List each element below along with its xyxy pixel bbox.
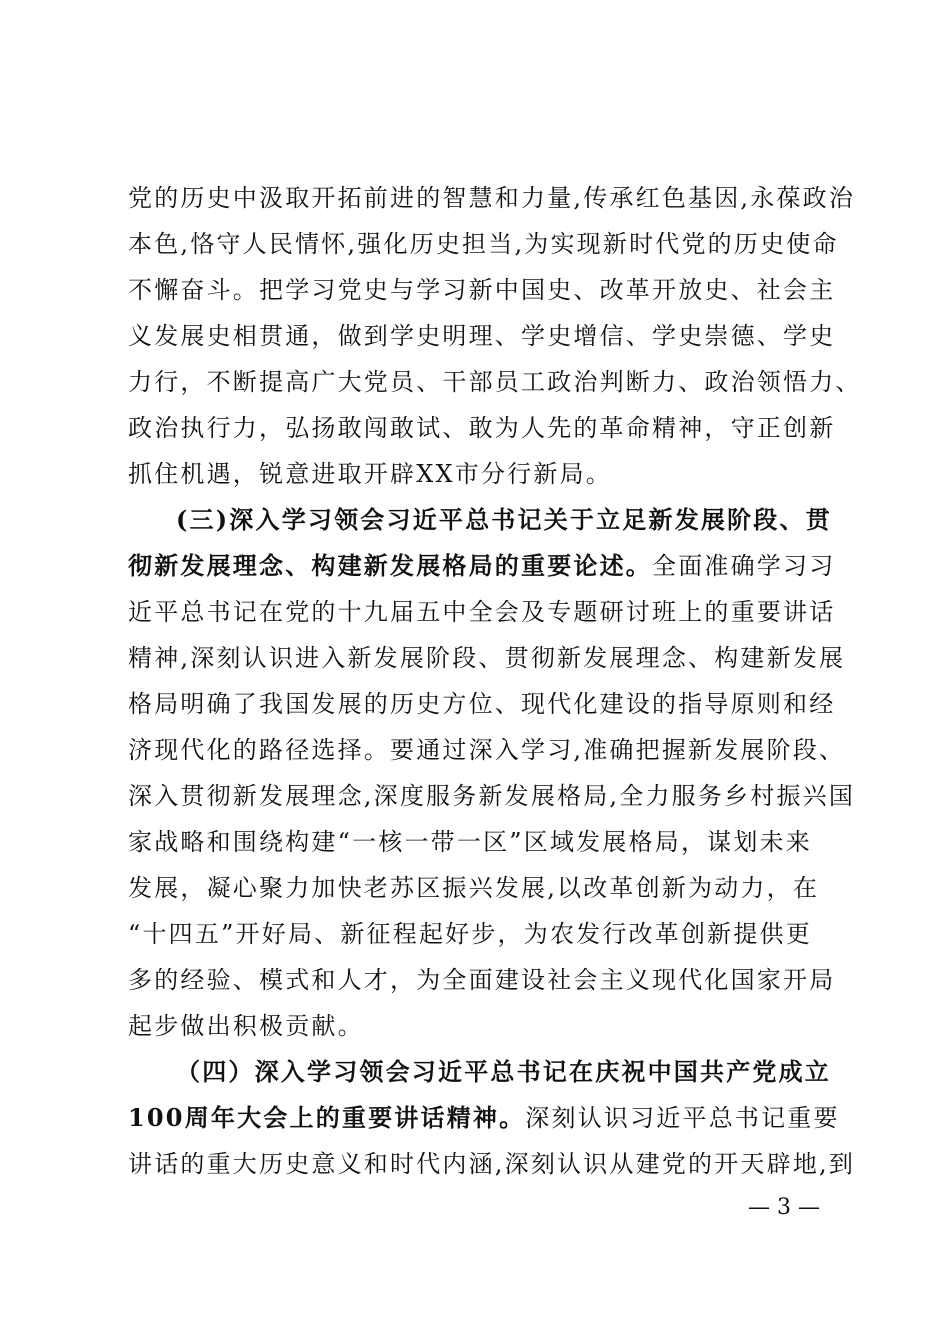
line-text: 济现代化的路径选择。要通过深入学习,准确把握新发展阶段、 bbox=[128, 736, 846, 764]
line-text: 深入贯彻新发展理念,深度服务新发展格局,全力服务乡村振兴国 bbox=[128, 782, 856, 810]
line-text: 不懈奋斗。把学习党史与学习新中国史、改革开放史、社会主 bbox=[128, 276, 836, 304]
body-line bbox=[128, 689, 836, 719]
line-text: “十四五”开好局、新征程起好步，为农发行改革创新提供更 bbox=[128, 920, 812, 948]
body-line bbox=[128, 827, 818, 857]
section-heading-line bbox=[176, 1057, 831, 1087]
section-heading-text: 彻新发展理念、构建新发展格局的重要论述。 bbox=[128, 551, 652, 580]
line-text: 格局明确了我国发展的历史方位、现代化建设的指导原则和经 bbox=[128, 690, 836, 718]
body-line bbox=[128, 781, 856, 811]
body-line bbox=[128, 643, 846, 673]
body-line bbox=[128, 1149, 856, 1179]
section-heading-text: 100周年大会上的重要讲话精神。 bbox=[128, 1103, 526, 1132]
line-text: 发展，凝心聚力加快老苏区振兴发展,以改革创新为动力，在 bbox=[128, 874, 820, 902]
line-text: 深刻认识习近平总书记重要 bbox=[525, 1104, 840, 1132]
body-line bbox=[128, 1011, 818, 1041]
body-line bbox=[128, 597, 836, 627]
line-text: 政治执行力，弘扬敢闯敢试、敢为人先的革命精神，守正创新 bbox=[128, 414, 836, 442]
line-text: 讲话的重大历史意义和时代内涵,深刻认识从建党的开天辟地,到 bbox=[128, 1150, 856, 1178]
section-heading-text: (三)深入学习领会习近平总书记关于立足新发展阶段、贯 bbox=[176, 505, 832, 534]
body-line bbox=[128, 275, 836, 305]
body-line bbox=[128, 965, 836, 995]
body-line bbox=[128, 413, 836, 443]
body-line bbox=[128, 735, 846, 765]
line-text: 起步做出积极贡献。 bbox=[128, 1012, 364, 1040]
body-line bbox=[128, 229, 839, 259]
body-line bbox=[128, 183, 856, 213]
line-text: 近平总书记在党的十九届五中全会及专题研讨班上的重要讲话 bbox=[128, 598, 836, 626]
section-heading-line bbox=[128, 1103, 840, 1133]
line-text: 力行，不断提高广大党员、干部员工政治判断力、政治领悟力、 bbox=[128, 368, 862, 396]
line-text: 抓住机遇，锐意进取开辟XX市分行新局。 bbox=[128, 460, 612, 488]
section-heading-text: （四）深入学习领会习近平总书记在庆祝中国共产党成立 bbox=[176, 1057, 831, 1086]
line-text: 义发展史相贯通，做到学史明理、学史增信、学史崇德、学史 bbox=[128, 322, 836, 350]
line-text: 全面准确学习习 bbox=[652, 552, 836, 580]
body-line bbox=[128, 873, 818, 903]
line-text: 精神,深刻认识进入新发展阶段、贯彻新发展理念、构建新发展 bbox=[128, 644, 846, 672]
body-line bbox=[128, 367, 862, 397]
line-text: 多的经验、模式和人才，为全面建设社会主义现代化国家开局 bbox=[128, 966, 836, 994]
body-line bbox=[128, 321, 836, 351]
page-number: — 3 — bbox=[748, 1195, 820, 1220]
body-line bbox=[128, 459, 818, 489]
section-heading-line bbox=[176, 505, 832, 535]
line-text: 本色,恪守人民情怀,强化历史担当,为实现新时代党的历史使命 bbox=[128, 230, 839, 258]
line-text: 党的历史中汲取开拓前进的智慧和力量,传承红色基因,永葆政治 bbox=[128, 184, 856, 212]
body-line bbox=[128, 919, 818, 949]
section-heading-line bbox=[128, 551, 836, 581]
line-text: 家战略和围绕构建“一核一带一区”区域发展格局，谋划未来 bbox=[128, 828, 812, 856]
